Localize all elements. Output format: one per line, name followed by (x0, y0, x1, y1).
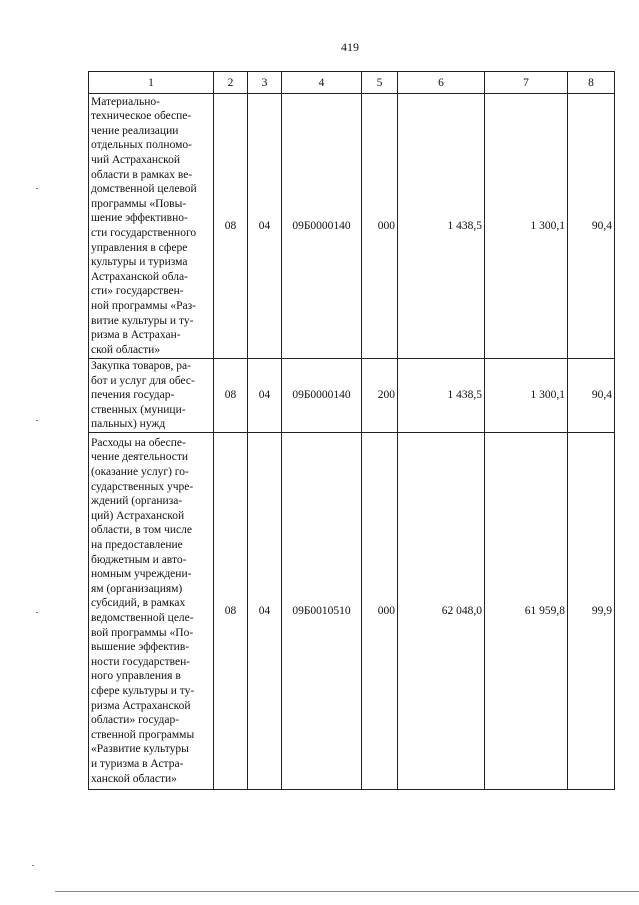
column-header: 6 (398, 72, 485, 94)
description-line: Расходы на обеспе- (91, 436, 186, 449)
description-line: пальных) нужд (91, 418, 166, 431)
cell-col5: 000 (362, 432, 398, 789)
scan-speck (36, 420, 38, 421)
description-line: «Развитие культуры (91, 743, 189, 756)
cell-col6: 1 438,5 (398, 359, 485, 433)
table-row (89, 94, 615, 359)
page-bottom-rule (55, 891, 639, 892)
column-header: 4 (282, 72, 362, 94)
description-line: ного управления в (91, 670, 181, 683)
cell-col5: 000 (362, 94, 398, 359)
scan-speck (36, 612, 38, 613)
description-line: ности государствен- (91, 655, 191, 668)
cell-col5: 200 (362, 359, 398, 433)
description-line: шение эффективно- (91, 212, 188, 225)
description-line: субсидий, в рамках (91, 597, 186, 610)
row-description (89, 359, 214, 433)
cell-col2: 08 (214, 359, 248, 433)
description-line: культуры и туризма (91, 256, 188, 269)
description-line: ственных (муници- (91, 403, 186, 416)
description-line: области» государ- (91, 714, 180, 727)
table-header-row (89, 72, 615, 94)
description-line: чий Астраханской (91, 154, 180, 167)
cell-col8: 99,9 (568, 432, 615, 789)
description-line: вой программы «По- (91, 626, 194, 639)
table-row (89, 359, 615, 433)
description-line: сударственных учре- (91, 480, 194, 493)
description-line: сфере культуры и ту- (91, 684, 195, 697)
cell-col3: 04 (248, 94, 282, 359)
description-line: печения государ- (91, 389, 175, 402)
description-line: ственной программы (91, 728, 195, 741)
cell-col6: 1 438,5 (398, 94, 485, 359)
cell-col3: 04 (248, 432, 282, 789)
description-line: техническое обеспе- (91, 110, 192, 123)
description-line: программы «Повы- (91, 197, 187, 210)
cell-col8: 90,4 (568, 94, 615, 359)
description-line: ям (организациям) (91, 582, 183, 595)
description-line: домственной целевой (91, 183, 197, 196)
description-line: бот и услуг для обес- (91, 374, 195, 387)
scan-speck (36, 188, 38, 189)
description-line: управления в сфере (91, 241, 188, 254)
description-line: области в рамках ве- (91, 168, 193, 181)
page-number: 419 (341, 40, 359, 54)
cell-col2: 08 (214, 432, 248, 789)
description-line: Материально- (91, 95, 160, 108)
row-description (89, 432, 214, 789)
description-line: чение реализации (91, 124, 179, 137)
description-line: ской области» (91, 343, 161, 356)
description-line: ризма Астраханской (91, 699, 191, 712)
description-line: (оказание услуг) го- (91, 466, 189, 479)
description-line: ханской области» (91, 772, 177, 785)
cell-col7: 61 959,8 (485, 432, 568, 789)
column-header: 1 (89, 72, 214, 94)
scan-speck (32, 865, 34, 866)
cell-col6: 62 048,0 (398, 432, 485, 789)
description-line: ной программы «Раз- (91, 299, 196, 312)
description-line: ций) Астраханской (91, 509, 185, 522)
description-line: отдельных полномо- (91, 139, 192, 152)
column-header: 7 (485, 72, 568, 94)
description-line: на предоставление (91, 539, 183, 551)
column-header: 5 (362, 72, 398, 94)
description-line: сти» государствен- (91, 285, 184, 298)
cell-col8: 90,4 (568, 359, 615, 433)
table-row (89, 432, 615, 789)
cell-col4: 09Б0010510 (282, 432, 362, 789)
description-line: чение деятельности (91, 451, 189, 464)
column-header: 2 (214, 72, 248, 94)
description-line: Закупка товаров, ра- (91, 360, 191, 372)
cell-col4: 09Б0000140 (282, 359, 362, 433)
description-line: номным учреждени- (91, 568, 192, 581)
cell-col7: 1 300,1 (485, 359, 568, 433)
cell-col2: 08 (214, 94, 248, 359)
column-header: 8 (568, 72, 615, 94)
description-line: витие культуры и ту- (91, 314, 194, 327)
description-line: бюджетным и авто- (91, 553, 187, 566)
description-line: области, в том числе (91, 524, 192, 537)
row-description (89, 94, 214, 359)
description-line: ждений (организа- (91, 495, 183, 508)
cell-col3: 04 (248, 359, 282, 433)
description-line: ведомственной целе- (91, 611, 194, 624)
description-line: ризма в Астрахан- (91, 329, 181, 342)
cell-col7: 1 300,1 (485, 94, 568, 359)
description-line: вышение эффектив- (91, 641, 190, 654)
budget-table (88, 71, 615, 790)
description-line: сти государственного (91, 227, 197, 239)
description-line: Астраханской обла- (91, 270, 188, 283)
cell-col4: 09Б0000140 (282, 94, 362, 359)
description-line: и туризма в Астра- (91, 757, 184, 770)
column-header: 3 (248, 72, 282, 94)
